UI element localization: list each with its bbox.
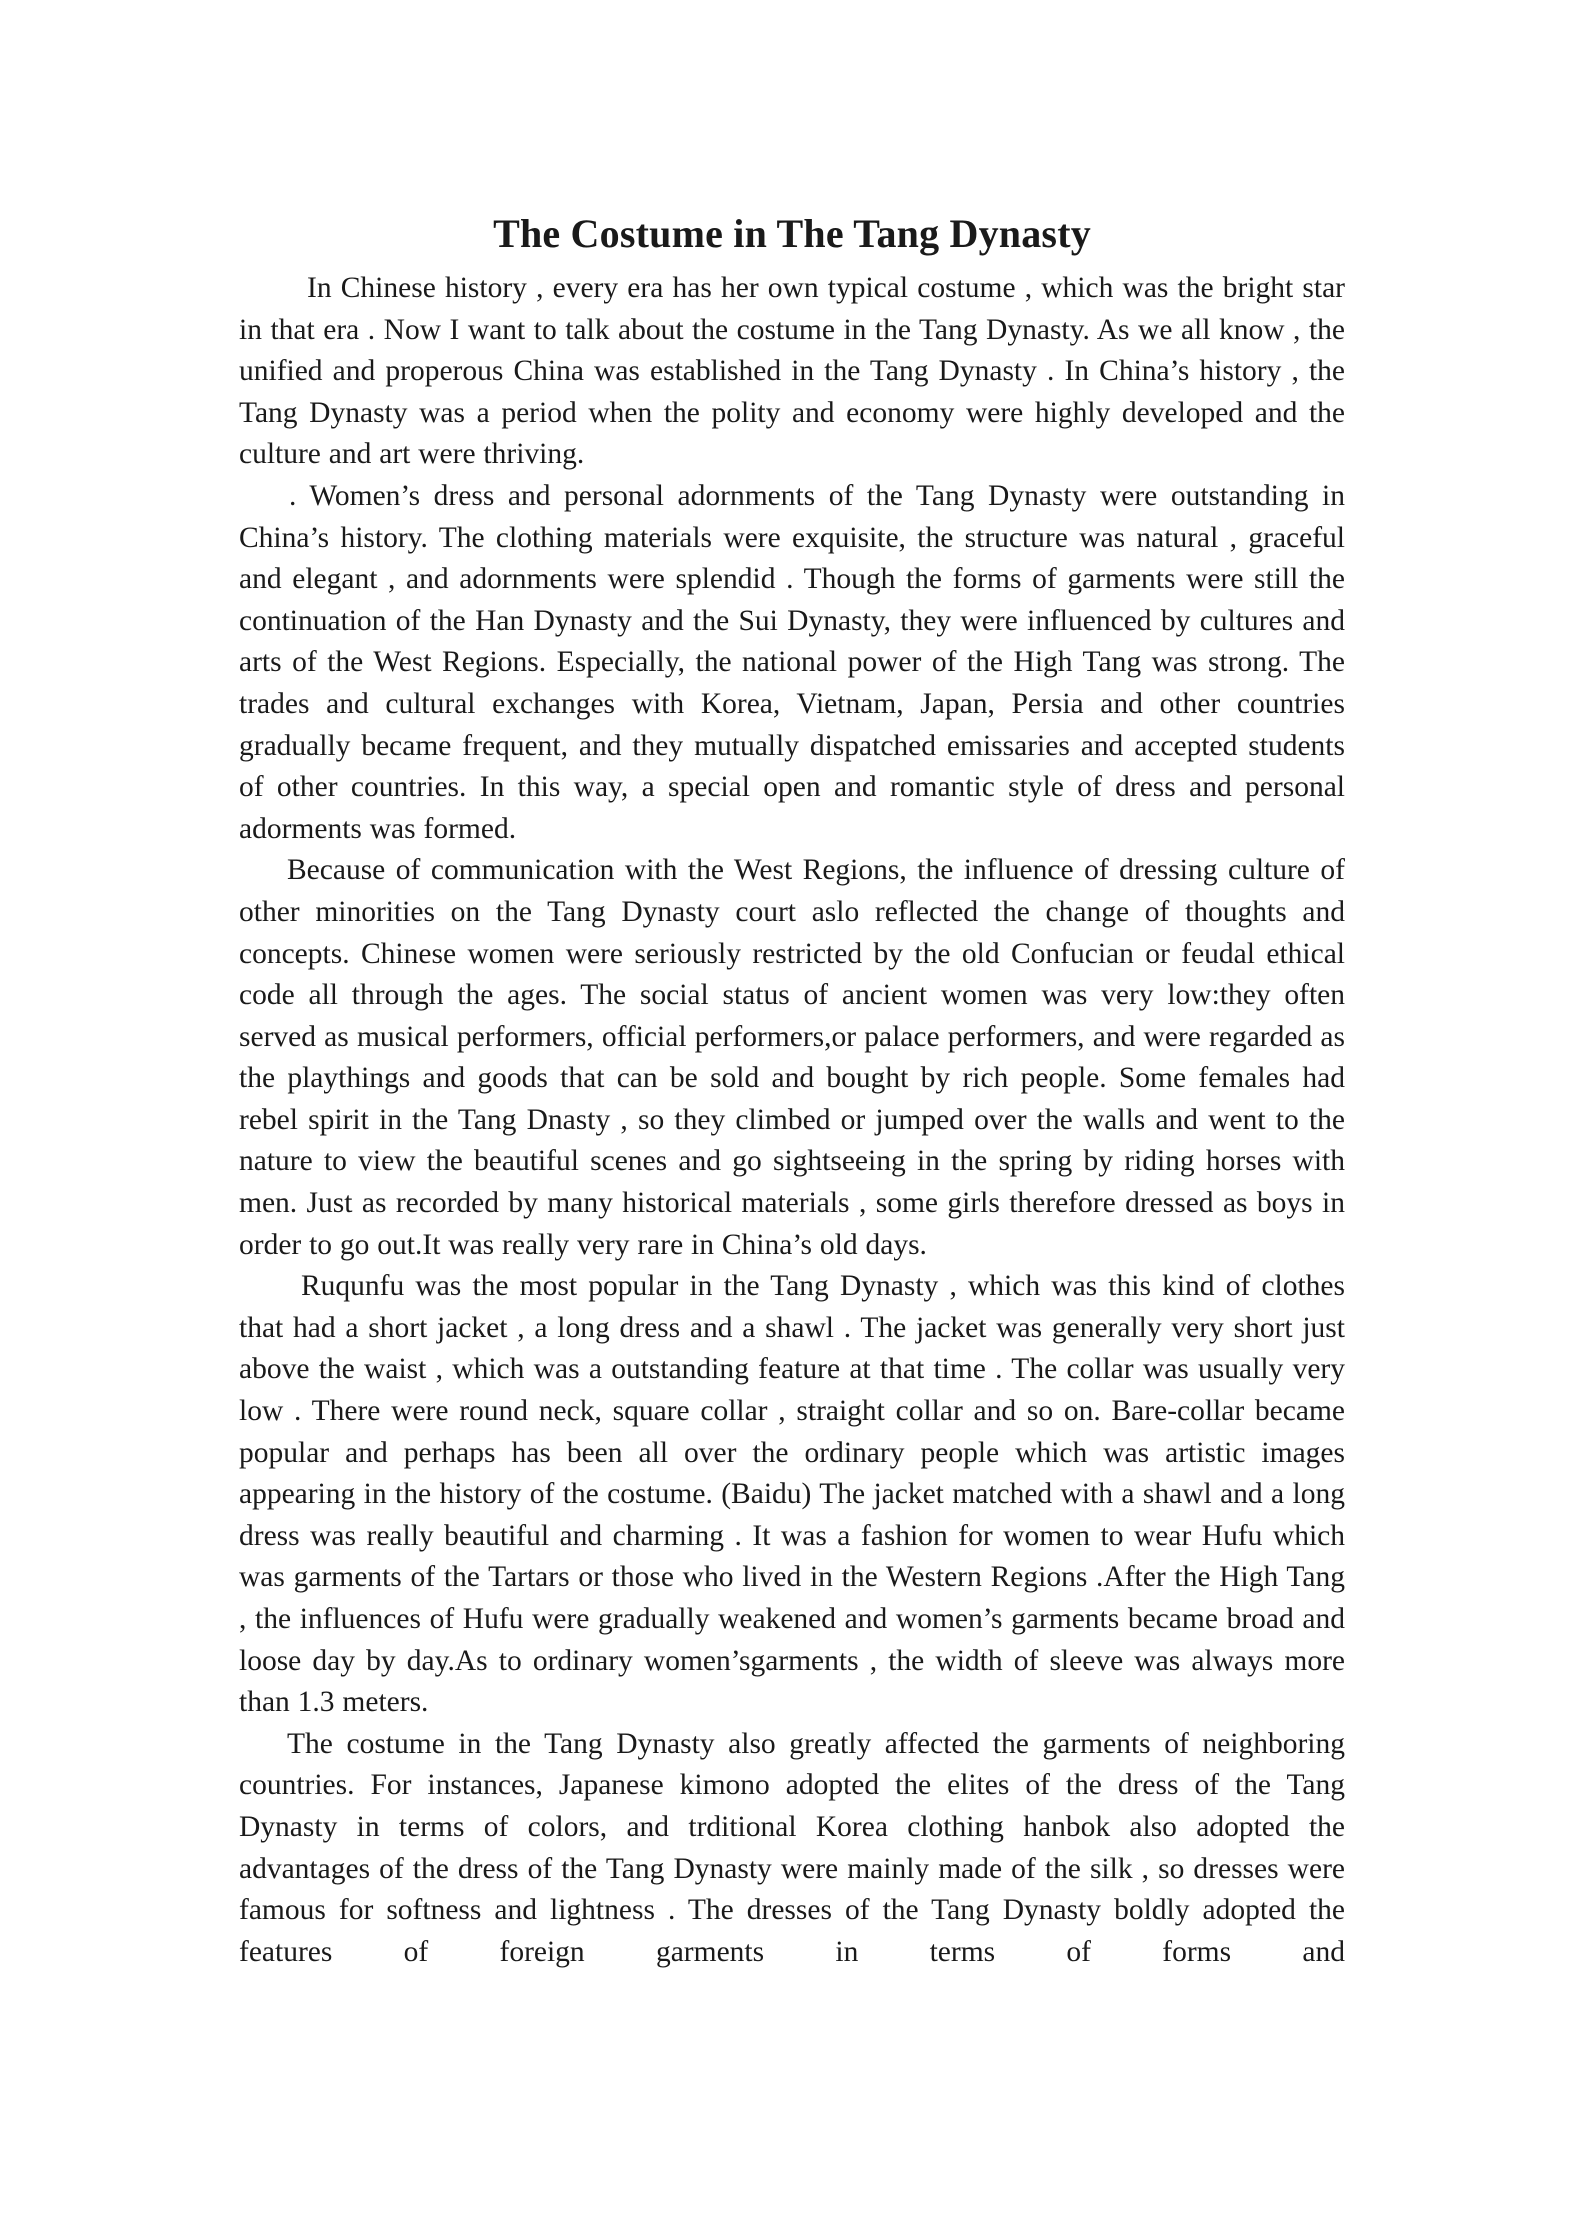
document-title: The Costume in The Tang Dynasty	[493, 211, 1091, 256]
paragraph-west-regions-influence: Because of communication with the West Regions, the influence of dressing culture of other minorities on the Tang Dynasty court aslo reflected the change of thoughts and concepts. Chinese women were seriously restricted by the old Confucian or feudal ethical code all through the ages. The social status of ancient women was very low:they often served as musical performers, official performers,or palace performers, and were regarded as the playthings and goods that can be sold and bought by rich people. Some females had rebel spirit in the Tang Dnasty , so they climbed or jumped over the walls and went to the nature to view the beautiful scenes and go sightseeing in the spring by riding horses with men. Just as recorded by many historical materials , some girls therefore dressed as boys in order to go out.It was really very rare in China’s old days.	[239, 854, 1345, 1261]
paragraph-ruqunfu: Ruqunfu was the most popular in the Tang Dynasty , which was this kind of clothes that had a short jacket , a long dress and a shawl . The jacket was generally very short just above the waist , which was a outstanding feature at that time . The collar was usually very low . There were round neck, square collar , straight collar and so on. Bare-collar became popular and perhaps has been all over the ordinary people which was artistic images appearing in the history of the costume. (Baidu) The jacket matched with a shawl and a long dress was really beautiful and charming . It was a fashion for women to wear Hufu which was garments of the Tartars or those who lived in the Western Regions .After the High Tang , the influences of Hufu were gradually weakened and women’s garments became broad and loose day by day.As to ordinary women’sgarments , the width of sleeve was always more than 1.3 meters.	[239, 1270, 1345, 1719]
paragraph-neighboring-countries: The costume in the Tang Dynasty also greatly affected the garments of neighboring countries. For instances, Japanese kimono adopted the elites of the dress of the Tang Dynasty in terms of colors, and trditional Korea clothing hanbok also adopted the advantages of the dress of the Tang Dynasty were mainly made of the silk , so dresses were famous for softness and lightness . The dresses of the Tang Dynasty boldly adopted the features of foreign garments in terms of forms and	[239, 1727, 1345, 1968]
document-body	[239, 206, 1345, 1973]
paragraph-womens-dress: . Women’s dress and personal adornments of the Tang Dynasty were outstanding in China’s history. The clothing materials were exquisite, the structure was natural , graceful and elegant , and adornments were splendid . Though the forms of garments were still the continuation of the Han Dynasty and the Sui Dynasty, they were influenced by cultures and arts of the West Regions. Especially, the national power of the High Tang was strong. The trades and cultural exchanges with Korea, Vietnam, Japan, Persia and other countries gradually became frequent, and they mutually dispatched emissaries and accepted students of other countries. In this way, a special open and romantic style of dress and personal adorments was formed.	[239, 479, 1345, 845]
paragraph-introduction: In Chinese history , every era has her own typical costume , which was the bright star in that era . Now I want to talk about the costume in the Tang Dynasty. As we all know , the unified and properous China was established in the Tang Dynasty . In China’s history , the Tang Dynasty was a period when the polity and economy were highly developed and the culture and art were thriving.	[239, 272, 1345, 471]
